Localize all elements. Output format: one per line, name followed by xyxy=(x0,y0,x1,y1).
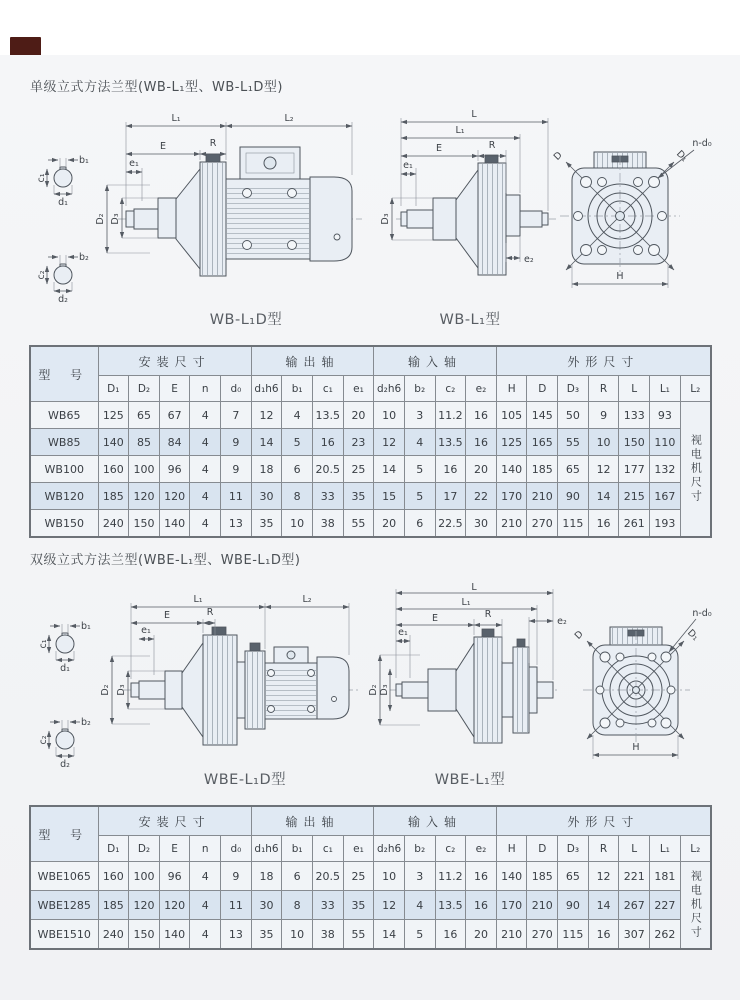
dim-label-H: H xyxy=(632,742,640,753)
dim-label-L2: L₂ xyxy=(302,594,312,605)
column-header: b₂ xyxy=(404,836,435,862)
shaft-section-detail-input xyxy=(38,717,91,770)
table-group-header-row xyxy=(30,806,711,836)
value-cell: 100 xyxy=(129,862,160,891)
value-cell: 120 xyxy=(129,891,160,920)
column-header: d₂h6 xyxy=(374,376,405,402)
value-cell: 7 xyxy=(221,402,252,429)
value-cell: 4 xyxy=(190,429,221,456)
value-cell: 65 xyxy=(129,402,160,429)
value-cell: 133 xyxy=(619,402,650,429)
column-header: L₂ xyxy=(680,376,711,402)
value-cell: 185 xyxy=(98,483,129,510)
shaft-section-detail-input xyxy=(36,252,89,305)
dim-label-e1: e₁ xyxy=(129,158,139,169)
dimension-table-wb xyxy=(29,345,712,538)
value-cell: 20.5 xyxy=(312,456,343,483)
side-view-wb-l1d xyxy=(95,113,362,328)
value-cell: 120 xyxy=(159,483,190,510)
dim-label-L: L xyxy=(471,109,477,120)
value-cell: 170 xyxy=(496,483,527,510)
value-cell: 22 xyxy=(466,483,497,510)
value-cell: 11 xyxy=(221,483,252,510)
dim-label-c1: c₁ xyxy=(36,173,47,183)
column-header: c₁ xyxy=(312,376,343,402)
dim-label-L1: L₁ xyxy=(455,125,465,136)
value-cell: 12 xyxy=(374,429,405,456)
dim-label-d2: d₂ xyxy=(58,294,68,305)
dimension-table-wbe xyxy=(29,805,712,950)
dim-label-D3: D₃ xyxy=(116,684,127,696)
value-cell: 115 xyxy=(558,510,589,538)
dim-label-e1: e₁ xyxy=(398,627,408,638)
model-cell: WBE1285 xyxy=(30,891,98,920)
column-header: c₂ xyxy=(435,376,466,402)
l2-note-cell: 视电机尺寸 xyxy=(680,862,711,950)
dim-label-R: R xyxy=(209,138,217,149)
value-cell: 3 xyxy=(404,402,435,429)
column-group-output-shaft: 输出轴 xyxy=(251,806,374,836)
value-cell: 8 xyxy=(282,891,313,920)
value-cell: 3 xyxy=(404,862,435,891)
value-cell: 38 xyxy=(312,510,343,538)
column-header: d₂h6 xyxy=(374,836,405,862)
value-cell: 100 xyxy=(129,456,160,483)
value-cell: 16 xyxy=(588,920,619,950)
column-group-outline: 外形尺寸 xyxy=(496,346,711,376)
dim-label-D3: D₃ xyxy=(379,684,390,696)
value-cell: 4 xyxy=(404,891,435,920)
value-cell: 215 xyxy=(619,483,650,510)
column-header: n xyxy=(190,836,221,862)
value-cell: 181 xyxy=(650,862,681,891)
dim-label-c2: c₂ xyxy=(36,270,47,280)
column-header: L xyxy=(619,376,650,402)
value-cell: 120 xyxy=(129,483,160,510)
value-cell: 30 xyxy=(466,510,497,538)
column-group-output-shaft: 输出轴 xyxy=(251,346,374,376)
model-cell: WBE1510 xyxy=(30,920,98,950)
dim-label-b2: b₂ xyxy=(81,717,91,728)
value-cell: 10 xyxy=(374,862,405,891)
value-cell: 5 xyxy=(404,483,435,510)
drawing-band-wb xyxy=(0,106,740,338)
value-cell: 16 xyxy=(312,429,343,456)
value-cell: 9 xyxy=(588,402,619,429)
value-cell: 12 xyxy=(374,891,405,920)
dim-label-e1: e₁ xyxy=(403,160,413,171)
value-cell: 35 xyxy=(251,510,282,538)
value-cell: 18 xyxy=(251,862,282,891)
dim-label-D2: D₂ xyxy=(100,684,111,696)
column-header: D₂ xyxy=(129,836,160,862)
value-cell: 35 xyxy=(343,891,374,920)
drawing-band-wbe xyxy=(0,583,740,798)
l2-note-cell: 视电机尺寸 xyxy=(680,402,711,538)
value-cell: 55 xyxy=(558,429,589,456)
column-header: e₁ xyxy=(343,376,374,402)
dim-label-c1: c₁ xyxy=(38,639,49,649)
column-group-input-shaft: 输入轴 xyxy=(374,346,497,376)
value-cell: 145 xyxy=(527,402,558,429)
value-cell: 85 xyxy=(129,429,160,456)
value-cell: 25 xyxy=(343,456,374,483)
flange-view-wbe xyxy=(573,608,712,759)
column-header: b₁ xyxy=(282,836,313,862)
value-cell: 20.5 xyxy=(312,862,343,891)
value-cell: 193 xyxy=(650,510,681,538)
table-row xyxy=(30,456,711,483)
value-cell: 20 xyxy=(374,510,405,538)
value-cell: 90 xyxy=(558,891,589,920)
value-cell: 6 xyxy=(404,510,435,538)
value-cell: 25 xyxy=(343,862,374,891)
column-header: E xyxy=(159,836,190,862)
column-header: D₂ xyxy=(129,376,160,402)
table-row xyxy=(30,862,711,891)
value-cell: 13.5 xyxy=(312,402,343,429)
column-header: b₂ xyxy=(404,376,435,402)
value-cell: 96 xyxy=(159,456,190,483)
dim-label-D3: D₃ xyxy=(380,213,391,225)
value-cell: 90 xyxy=(558,483,589,510)
value-cell: 22.5 xyxy=(435,510,466,538)
value-cell: 262 xyxy=(650,920,681,950)
column-header: b₁ xyxy=(282,376,313,402)
column-header: D₃ xyxy=(558,836,589,862)
column-header: D₁ xyxy=(98,836,129,862)
model-cell: WB150 xyxy=(30,510,98,538)
scan-mark xyxy=(10,37,41,56)
value-cell: 16 xyxy=(466,891,497,920)
value-cell: 170 xyxy=(496,891,527,920)
dim-label-d1: d₁ xyxy=(58,197,68,208)
dim-label-R: R xyxy=(488,140,496,151)
column-header: L₂ xyxy=(680,836,711,862)
value-cell: 6 xyxy=(282,456,313,483)
model-cell: WB65 xyxy=(30,402,98,429)
model-cell: WB85 xyxy=(30,429,98,456)
dim-label-E: E xyxy=(163,610,171,621)
column-header: D₃ xyxy=(558,376,589,402)
dim-label-d1: d₁ xyxy=(60,663,70,674)
value-cell: 10 xyxy=(374,402,405,429)
column-group-outline: 外形尺寸 xyxy=(496,806,711,836)
dim-label-L1: L₁ xyxy=(171,113,181,124)
value-cell: 261 xyxy=(619,510,650,538)
value-cell: 4 xyxy=(190,920,221,950)
value-cell: 30 xyxy=(251,891,282,920)
dim-label-L: L xyxy=(471,583,477,593)
value-cell: 210 xyxy=(527,891,558,920)
table-row xyxy=(30,483,711,510)
value-cell: 221 xyxy=(619,862,650,891)
value-cell: 5 xyxy=(404,920,435,950)
value-cell: 38 xyxy=(312,920,343,950)
dim-label-n-d0: n-d₀ xyxy=(692,138,712,149)
value-cell: 105 xyxy=(496,402,527,429)
value-cell: 16 xyxy=(588,510,619,538)
value-cell: 125 xyxy=(496,429,527,456)
value-cell: 132 xyxy=(650,456,681,483)
dim-label-e2: e₂ xyxy=(524,254,534,265)
value-cell: 4 xyxy=(190,891,221,920)
value-cell: 16 xyxy=(466,429,497,456)
value-cell: 11.2 xyxy=(435,862,466,891)
value-cell: 150 xyxy=(129,510,160,538)
model-cell: WB120 xyxy=(30,483,98,510)
value-cell: 240 xyxy=(98,920,129,950)
value-cell: 8 xyxy=(282,483,313,510)
dim-label-D: D xyxy=(572,628,586,642)
dim-label-c2: c₂ xyxy=(38,735,49,745)
column-header-model: 型 号 xyxy=(30,346,98,402)
caption-wb-l1d: WB-L₁D型 xyxy=(209,312,283,328)
table-subheader-row xyxy=(30,376,711,402)
column-header: d₀ xyxy=(221,376,252,402)
dim-label-n-d0: n-d₀ xyxy=(692,608,712,619)
value-cell: 16 xyxy=(466,402,497,429)
dim-label-b1: b₁ xyxy=(81,621,91,632)
side-view-wbe-l1 xyxy=(368,583,567,788)
dim-label-e1: e₁ xyxy=(141,625,151,636)
column-header: e₂ xyxy=(466,376,497,402)
value-cell: 210 xyxy=(496,920,527,950)
value-cell: 14 xyxy=(588,891,619,920)
value-cell: 150 xyxy=(129,920,160,950)
value-cell: 165 xyxy=(527,429,558,456)
value-cell: 18 xyxy=(251,456,282,483)
side-view-wb-l1 xyxy=(380,109,556,328)
column-header: R xyxy=(588,836,619,862)
value-cell: 227 xyxy=(650,891,681,920)
column-header: L₁ xyxy=(650,836,681,862)
value-cell: 240 xyxy=(98,510,129,538)
table-group-header-row xyxy=(30,346,711,376)
value-cell: 4 xyxy=(190,862,221,891)
column-header: D xyxy=(527,376,558,402)
value-cell: 55 xyxy=(343,510,374,538)
value-cell: 4 xyxy=(190,402,221,429)
column-header: L₁ xyxy=(650,376,681,402)
value-cell: 115 xyxy=(558,920,589,950)
dim-label-E: E xyxy=(435,143,443,154)
column-header: d₀ xyxy=(221,836,252,862)
value-cell: 33 xyxy=(312,891,343,920)
model-cell: WB100 xyxy=(30,456,98,483)
value-cell: 9 xyxy=(221,862,252,891)
column-group-mounting: 安装尺寸 xyxy=(98,806,251,836)
value-cell: 12 xyxy=(588,862,619,891)
value-cell: 65 xyxy=(558,862,589,891)
side-view-wbe-l1d xyxy=(100,594,360,788)
value-cell: 23 xyxy=(343,429,374,456)
value-cell: 20 xyxy=(343,402,374,429)
value-cell: 177 xyxy=(619,456,650,483)
column-header: D xyxy=(527,836,558,862)
value-cell: 5 xyxy=(282,429,313,456)
value-cell: 16 xyxy=(466,862,497,891)
value-cell: 12 xyxy=(251,402,282,429)
value-cell: 16 xyxy=(435,920,466,950)
dim-label-D2: D₂ xyxy=(95,213,106,225)
value-cell: 20 xyxy=(466,920,497,950)
value-cell: 10 xyxy=(282,510,313,538)
shaft-section-detail-output xyxy=(36,155,89,208)
table-row xyxy=(30,510,711,538)
value-cell: 84 xyxy=(159,429,190,456)
value-cell: 9 xyxy=(221,456,252,483)
value-cell: 4 xyxy=(282,402,313,429)
value-cell: 270 xyxy=(527,920,558,950)
section-title-single-stage: 单级立式方法兰型(WB-L₁型、WB-L₁D型) xyxy=(30,80,283,95)
value-cell: 10 xyxy=(588,429,619,456)
value-cell: 185 xyxy=(527,862,558,891)
dim-label-L1: L₁ xyxy=(193,594,203,605)
caption-wb-l1: WB-L₁型 xyxy=(439,312,501,328)
value-cell: 14 xyxy=(374,920,405,950)
value-cell: 160 xyxy=(98,862,129,891)
value-cell: 307 xyxy=(619,920,650,950)
dim-label-D2: D₂ xyxy=(368,684,379,696)
dim-label-D: D xyxy=(551,149,565,163)
caption-wbe-l1d: WBE-L₁D型 xyxy=(203,772,287,788)
value-cell: 13.5 xyxy=(435,429,466,456)
dim-label-b2: b₂ xyxy=(79,252,89,263)
dim-label-D1: D₁ xyxy=(684,627,701,644)
dim-label-L1: L₁ xyxy=(461,597,471,608)
table-row xyxy=(30,920,711,950)
shaft-section-detail-output xyxy=(38,621,91,674)
value-cell: 5 xyxy=(404,456,435,483)
column-header: c₁ xyxy=(312,836,343,862)
value-cell: 65 xyxy=(558,456,589,483)
value-cell: 140 xyxy=(159,510,190,538)
value-cell: 160 xyxy=(98,456,129,483)
column-header: c₂ xyxy=(435,836,466,862)
dim-label-R: R xyxy=(484,609,492,620)
value-cell: 185 xyxy=(527,456,558,483)
table-row xyxy=(30,891,711,920)
value-cell: 4 xyxy=(404,429,435,456)
value-cell: 210 xyxy=(527,483,558,510)
value-cell: 35 xyxy=(343,483,374,510)
column-header: e₂ xyxy=(466,836,497,862)
value-cell: 140 xyxy=(159,920,190,950)
value-cell: 120 xyxy=(159,891,190,920)
column-header-model: 型 号 xyxy=(30,806,98,862)
value-cell: 13 xyxy=(221,920,252,950)
table-row xyxy=(30,402,711,429)
column-header: e₁ xyxy=(343,836,374,862)
column-header: L xyxy=(619,836,650,862)
dim-label-D1: D₁ xyxy=(673,148,690,165)
value-cell: 14 xyxy=(251,429,282,456)
value-cell: 4 xyxy=(190,510,221,538)
value-cell: 270 xyxy=(527,510,558,538)
value-cell: 267 xyxy=(619,891,650,920)
value-cell: 140 xyxy=(496,456,527,483)
value-cell: 67 xyxy=(159,402,190,429)
dim-label-d2: d₂ xyxy=(60,759,70,770)
value-cell: 110 xyxy=(650,429,681,456)
value-cell: 4 xyxy=(190,483,221,510)
value-cell: 20 xyxy=(466,456,497,483)
value-cell: 185 xyxy=(98,891,129,920)
value-cell: 55 xyxy=(343,920,374,950)
section-title-double-stage: 双级立式方法兰型(WBE-L₁型、WBE-L₁D型) xyxy=(30,553,301,568)
column-header: E xyxy=(159,376,190,402)
value-cell: 10 xyxy=(282,920,313,950)
value-cell: 30 xyxy=(251,483,282,510)
value-cell: 17 xyxy=(435,483,466,510)
value-cell: 167 xyxy=(650,483,681,510)
value-cell: 14 xyxy=(588,483,619,510)
value-cell: 12 xyxy=(588,456,619,483)
dim-label-H: H xyxy=(616,271,624,282)
value-cell: 140 xyxy=(496,862,527,891)
caption-wbe-l1: WBE-L₁型 xyxy=(434,772,506,788)
dim-label-e2: e₂ xyxy=(557,616,567,627)
value-cell: 96 xyxy=(159,862,190,891)
model-cell: WBE1065 xyxy=(30,862,98,891)
value-cell: 14 xyxy=(374,456,405,483)
column-header: n xyxy=(190,376,221,402)
column-header: D₁ xyxy=(98,376,129,402)
column-group-input-shaft: 输入轴 xyxy=(374,806,497,836)
column-header: R xyxy=(588,376,619,402)
column-header: d₁h6 xyxy=(251,376,282,402)
column-group-mounting: 安装尺寸 xyxy=(98,346,251,376)
dim-label-L2: L₂ xyxy=(284,113,294,124)
table-body xyxy=(30,862,711,950)
value-cell: 11.2 xyxy=(435,402,466,429)
column-header: H xyxy=(496,836,527,862)
column-header: d₁h6 xyxy=(251,836,282,862)
value-cell: 15 xyxy=(374,483,405,510)
value-cell: 9 xyxy=(221,429,252,456)
value-cell: 125 xyxy=(98,402,129,429)
value-cell: 150 xyxy=(619,429,650,456)
dim-label-D3: D₃ xyxy=(110,213,121,225)
dim-label-E: E xyxy=(431,613,439,624)
dim-label-R: R xyxy=(206,607,214,618)
value-cell: 93 xyxy=(650,402,681,429)
value-cell: 140 xyxy=(98,429,129,456)
column-header: H xyxy=(496,376,527,402)
dim-label-E: E xyxy=(159,141,167,152)
dim-label-b1: b₁ xyxy=(79,155,89,166)
value-cell: 16 xyxy=(435,456,466,483)
table-subheader-row xyxy=(30,836,711,862)
table-row xyxy=(30,429,711,456)
value-cell: 11 xyxy=(221,891,252,920)
flange-view-wb xyxy=(552,138,712,288)
value-cell: 6 xyxy=(282,862,313,891)
value-cell: 4 xyxy=(190,456,221,483)
value-cell: 13 xyxy=(221,510,252,538)
value-cell: 50 xyxy=(558,402,589,429)
value-cell: 13.5 xyxy=(435,891,466,920)
table-body xyxy=(30,402,711,538)
value-cell: 210 xyxy=(496,510,527,538)
value-cell: 35 xyxy=(251,920,282,950)
value-cell: 33 xyxy=(312,483,343,510)
